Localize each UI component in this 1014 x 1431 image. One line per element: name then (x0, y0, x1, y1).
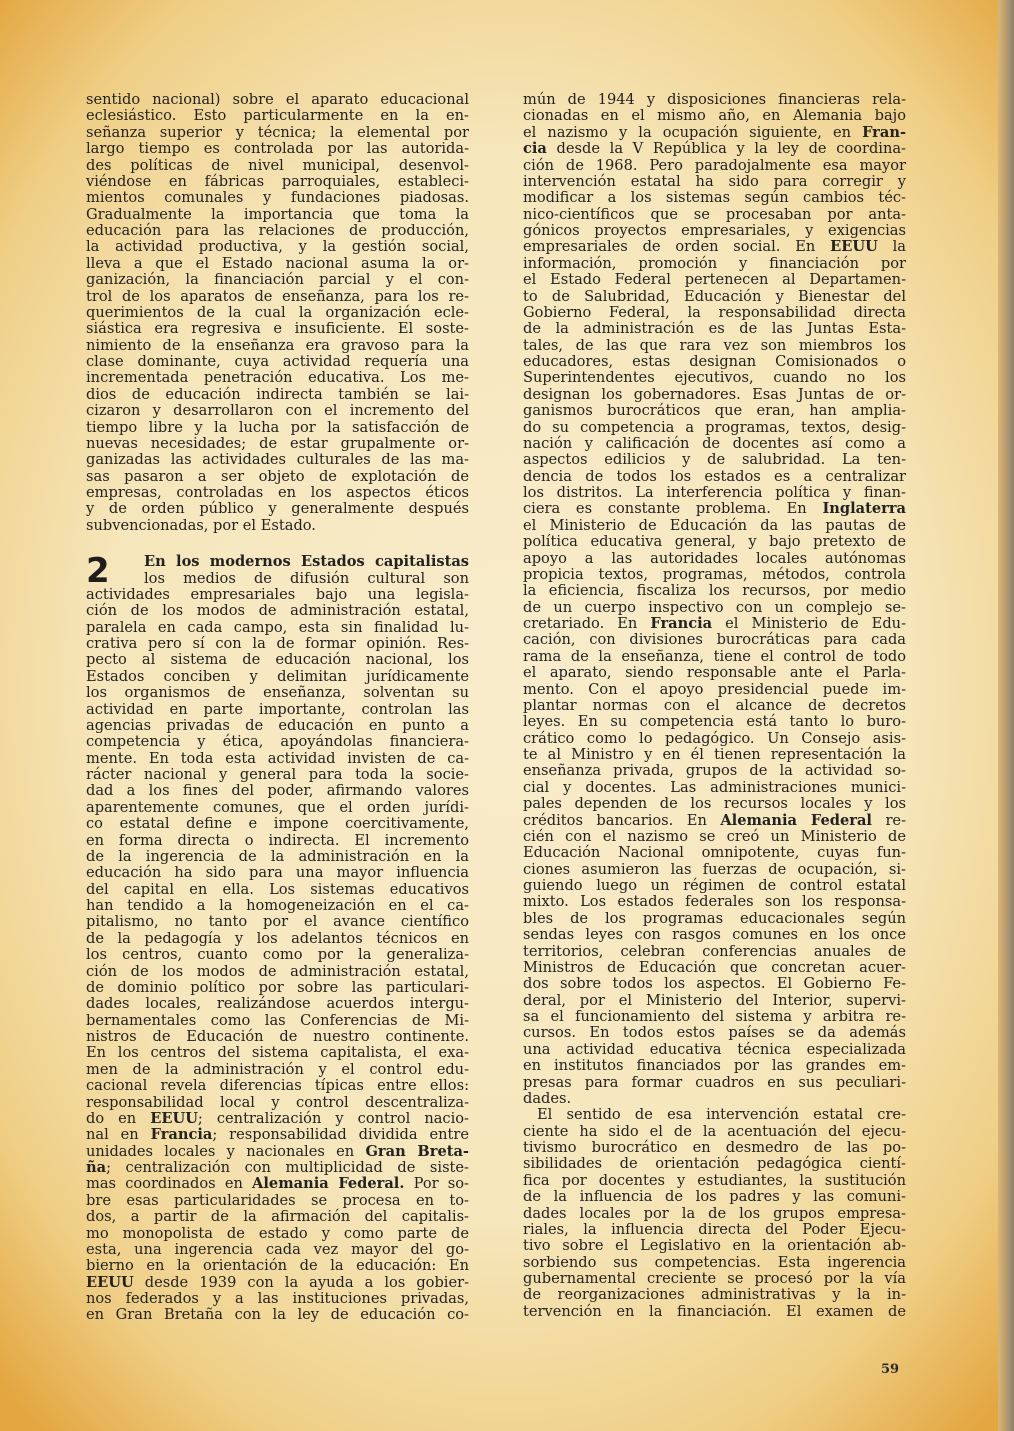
text-line: ciera es constante problema. En Inglaterra (523, 500, 906, 518)
text-line: bierno en la orientación de la educación: En (86, 1257, 469, 1275)
text-line: rácter nacional y general para toda la socie- (86, 766, 469, 783)
section-2 (86, 551, 469, 1324)
text-line: riales, la influencia directa del Poder Ejecu- (523, 1220, 906, 1238)
text-line: el Estado Federal pertenecen al Departamen- (523, 271, 906, 289)
text-line: ciente ha sido el de la acentuación del ejecu- (523, 1122, 906, 1140)
text-line: nal en Francia; responsabilidad dividida entre (86, 1126, 469, 1144)
text-line: nico-científicos que se procesaban por anta- (523, 205, 906, 223)
text-line: dios de educación indirecta también se lai- (86, 385, 469, 403)
text-line: cizaron y desarrollaron con el incremento del (86, 402, 469, 420)
text-line: tivismo burocrático en desmedro de las po- (523, 1139, 906, 1156)
text-line: Ministros de Educación que concretan acuer- (523, 958, 906, 976)
text-line: la eficiencia, fiscaliza los recursos, por medio (523, 582, 906, 600)
paragraph-2 (86, 587, 469, 1324)
text-line: incrementada penetración educativa. Los me- (86, 369, 469, 387)
text-line: clase dominante, cuya actividad requería una (86, 353, 469, 370)
text-line: gubernamental creciente se procesó por la vía (523, 1270, 906, 1287)
section-line-2: los medios de difusión cultural son (144, 569, 469, 587)
text-line: créditos bancarios. En Alemania Federal re- (523, 811, 907, 829)
text-line: los centros, cuanto como por la generaliza- (86, 946, 469, 964)
text-line: des políticas de nivel municipal, desenvol- (86, 156, 469, 174)
text-line: sibilidades de orientación pedagógica cientí- (523, 1155, 906, 1173)
page-number: 59 (881, 1362, 900, 1377)
text-line: sentido nacional) sobre el aparato educacional (86, 91, 469, 108)
text-line: cacional revela diferencias típicas entre ellos: (86, 1077, 469, 1095)
text-line: cial y docentes. Las administraciones munici- (523, 778, 906, 796)
text-line: educación para las relaciones de producción, (86, 222, 469, 239)
text-line: ganización, la financiación parcial y el con- (86, 271, 469, 289)
text-line: mo monopolista de estado y como parte de (86, 1224, 469, 1242)
left-column (86, 92, 469, 1324)
text-line: to de Salubridad, Educación y Bienestar del (523, 287, 906, 305)
text-line: de un cuerpo inspectivo con un complejo se- (523, 598, 906, 616)
text-line: del capital en ella. Los sistemas educativos (86, 880, 469, 898)
text-line: presas para formar cuadros en sus peculiari- (523, 1073, 906, 1091)
text-line: dad a los fines del poder, afirmando valores (86, 782, 469, 800)
text-line: deral, por el Ministerio del Interior, supervi- (523, 991, 906, 1009)
text-line: ña; centralización con multiplicidad de siste- (86, 1159, 469, 1176)
paragraph-3 (523, 92, 906, 1107)
text-line: tervención en la financiación. El examen de (523, 1302, 906, 1320)
text-line: aspectos edilicios y de salubridad. La ten- (523, 451, 906, 469)
text-line: mixto. Los estados federales son los responsa- (523, 893, 906, 911)
text-line: tiempo libre y la lucha por la satisfacción de (86, 418, 469, 436)
text-line: en Gran Bretaña con la ley de educación co- (86, 1306, 469, 1324)
right-column (523, 92, 906, 1320)
text-line: educación ha sido para una mayor influencia (86, 864, 469, 882)
text-line: el Ministerio de Educación da las pautas de (523, 516, 906, 534)
text-line: co estatal define e impone coercitivamente, (86, 815, 469, 833)
section-heading: En los modernos Estados capitalistas (144, 553, 469, 571)
text-line: ción de los modos de administración estatal, (86, 962, 469, 980)
text-line: tales, de las que rara vez son miembros los (523, 336, 906, 354)
text-line: empresas, controladas en los aspectos éticos (86, 484, 469, 501)
text-line: en institutos financiados por las grandes em- (523, 1057, 906, 1075)
text-line: nuevas necesidades; de estar grupalmente or- (86, 434, 469, 452)
text-line: actividad en parte importante, controlan las (86, 700, 469, 718)
text-line: cretariado. En Francia el Ministerio de Edu- (523, 615, 906, 632)
text-line: pecto al sistema de educación nacional, los (86, 651, 469, 669)
text-line: mas coordinados en Alemania Federal. Por so- (86, 1175, 469, 1193)
text-line: crativa pero sí con la de formar opinión. Res- (86, 635, 469, 652)
text-line: nimiento de la enseñanza era gravoso para la (86, 336, 469, 354)
text-line: cionadas en el mismo año, en Alemania bajo (523, 107, 906, 125)
text-line: nos federados y a las instituciones privadas, (86, 1290, 469, 1307)
text-line: ganismos burocráticos que eran, han amplia- (523, 402, 906, 420)
text-line: dades locales, realizándose acuerdos intergu- (86, 995, 469, 1013)
text-line: intervención estatal ha sido para corregir y (523, 172, 906, 190)
text-line: cación, con divisiones burocráticas para cada (523, 631, 906, 649)
text-line: señanza superior y técnica; la elemental por (86, 123, 469, 141)
text-line: competencia y ética, apoyándolas financiera- (86, 733, 469, 751)
text-line: cia desde la V República y la ley de coordina- (523, 140, 906, 158)
text-line: Estados conciben y delimitan jurídicamente (86, 667, 469, 685)
text-line: largo tiempo es controlada por las autorida- (86, 140, 469, 158)
text-line: agencias privadas de educación en punto a (86, 716, 469, 734)
text-line: sorbiendo sus competencias. Esta ingerencia (523, 1253, 906, 1271)
text-line: apoyo a las autoridades locales autónomas (523, 549, 906, 567)
text-line: rama de la enseñanza, tiene el control de todo (523, 647, 906, 665)
text-line: do su competencia a programas, textos, desig- (523, 418, 906, 436)
text-line: aparentemente comunes, que el orden jurídi- (86, 798, 469, 816)
text-line: esta, una ingerencia cada vez mayor del go- (86, 1240, 469, 1258)
text-line: el nazismo y la ocupación siguiente, en Fran- (523, 123, 906, 141)
text-line: empresariales de orden social. En EEUU la (523, 238, 906, 256)
text-line: ciones asumieron las fuerzas de ocupación, si- (523, 860, 906, 878)
text-line: crático como lo pedagógico. Un Consejo asis- (523, 729, 906, 747)
text-line: de la ingerencia de la administración en la (86, 847, 469, 865)
text-line: fica por docentes y estudiantes, la sustitución (523, 1171, 906, 1189)
text-line: en forma directa o indirecta. El incremento (86, 831, 469, 849)
text-line: pales dependen de los recursos locales y los (523, 795, 906, 813)
text-line: viéndose en fábricas parroquiales, estableci- (86, 172, 469, 190)
text-line: lleva a que el Estado nacional asuma la or- (86, 254, 469, 272)
text-line: cursos. En todos estos países se da además (523, 1024, 906, 1042)
text-line: dencia de todos los estados es a centralizar (523, 467, 906, 485)
text-line: sendas leyes con rasgos comunes en los once (523, 926, 906, 944)
text-line: do en EEUU; centralización y control nacio- (86, 1109, 469, 1127)
text-line: modificar a los sistemas según cambios téc- (523, 189, 906, 207)
text-line: una actividad educativa técnica especializada (523, 1040, 906, 1058)
text-line: y de orden público y generalmente después (86, 500, 469, 518)
text-line: mún de 1944 y disposiciones financieras rela- (523, 91, 906, 108)
text-line: el aparato, siendo responsable ante el Parla- (523, 664, 906, 682)
text-line: propicia textos, programas, métodos, controla (523, 565, 906, 583)
text-line: tivo sobre el Legislativo en la orientación ab- (523, 1237, 906, 1255)
section-number: 2 (86, 551, 110, 592)
text-line: El sentido de esa intervención estatal cre- (537, 1106, 906, 1124)
text-line: En los centros del sistema capitalista, el exa- (86, 1044, 469, 1062)
text-line: enseñanza privada, grupos de la actividad so- (523, 762, 906, 780)
text-line: responsabilidad local y control descentraliza- (86, 1093, 469, 1111)
text-line: EEUU desde 1939 con la ayuda a los gobier- (86, 1273, 469, 1291)
text-line: ción de los modos de administración estatal, (86, 602, 469, 620)
text-line: de la administración es de las Juntas Esta- (523, 320, 906, 338)
text-line: política educativa general, y bajo pretexto de (523, 533, 906, 551)
text-line: mento. Con el apoyo presidencial puede im- (523, 680, 906, 698)
text-line: los distritos. La interferencia política y finan- (523, 484, 906, 501)
text-line: nación y calificación de docentes así como a (523, 434, 906, 452)
section-heading-line (86, 554, 469, 570)
text-line: Gobierno Federal, la responsabilidad directa (523, 303, 906, 321)
text-line: plantar normas con el alcance de decretos (523, 696, 906, 714)
text-line: de dominio político por sobre las particulari- (86, 978, 469, 996)
text-line: leyes. En su competencia está tanto lo buro- (523, 713, 906, 731)
text-line: los organismos de enseñanza, solventan su (86, 684, 469, 702)
text-line: querimientos de la cual la organización ecle- (86, 303, 469, 321)
text-line: ción de 1968. Pero paradojalmente esa mayor (523, 156, 906, 174)
text-line: ganizadas las actividades culturales de las ma- (86, 451, 469, 469)
text-line: men de la administración y el control edu- (86, 1060, 469, 1078)
text-line: mientos comunales y fundaciones piadosas. (86, 189, 469, 207)
text-line: mente. En toda esta actividad invisten de ca- (86, 749, 469, 767)
text-line: paralela en cada campo, esta sin finalidad lu- (86, 618, 469, 636)
text-line: bernamentales como las Conferencias de Mi- (86, 1011, 469, 1029)
text-line: Superintendentes ejecutivos, cuando no los (523, 369, 906, 387)
text-line: guiendo luego un régimen de control estatal (523, 877, 906, 894)
text-line: nistros de Educación de nuestro continente. (86, 1028, 469, 1045)
text-line: cién con el nazismo se creó un Ministerio de (523, 827, 906, 845)
text-line: bles de los programas educacionales según (523, 909, 906, 927)
text-line: dos sobre todos los aspectos. El Gobierno Fe- (523, 975, 906, 993)
text-line: han tendido a la homogeneización en el ca- (86, 897, 469, 914)
text-line: dades locales por la de los grupos empresa- (523, 1204, 906, 1222)
text-line: subvencionadas, por el Estado. (86, 516, 316, 534)
text-line: la actividad productiva, y la gestión social, (86, 238, 469, 256)
text-line: trol de los aparatos de enseñanza, para los re- (86, 287, 469, 305)
text-line: de la influencia de los padres y las comuni- (523, 1188, 906, 1206)
text-line: dades. (523, 1089, 572, 1107)
text-line: sa el funcionamiento del sistema y arbitra re- (523, 1008, 906, 1025)
text-line: educadores, estas designan Comisionados o (523, 353, 906, 370)
binding-edge (998, 0, 1014, 1431)
text-line: te al Ministro y en él tienen representación la (523, 746, 906, 763)
text-line: Gradualmente la importancia que toma la (86, 205, 469, 223)
text-line: actividades empresariales bajo una legisla- (86, 585, 469, 603)
paragraph-1 (86, 92, 469, 534)
text-line: información, promoción y financiación por (523, 254, 906, 272)
text-line: de la pedagogía y los adelantos técnicos en (86, 929, 469, 947)
text-line: siástica era regresiva e insuficiente. El soste- (86, 320, 469, 338)
text-line: unidades locales y nacionales en Gran Breta- (86, 1142, 469, 1160)
text-line: dos, a partir de la afirmación del capitalis- (86, 1208, 469, 1226)
text-line: Educación Nacional omnipotente, cuyas fun- (523, 844, 906, 862)
text-line: sas pasaron a ser objeto de explotación de (86, 467, 469, 485)
text-line: bre esas particularidades se procesa en to- (86, 1191, 469, 1209)
text-line: pitalismo, no tanto por el avance científico (86, 913, 469, 931)
text-line: designan los gobernadores. Esas Juntas de or- (523, 385, 906, 403)
text-line: de reorganizaciones administrativas y la in- (523, 1286, 906, 1304)
paragraph-4 (523, 1107, 906, 1320)
text-line: eclesiástico. Esto particularmente en la en- (86, 107, 469, 125)
text-line: territorios, celebran conferencias anuales de (523, 942, 906, 960)
text-line: gónicos proyectos empresariales, y exigencias (523, 222, 906, 239)
